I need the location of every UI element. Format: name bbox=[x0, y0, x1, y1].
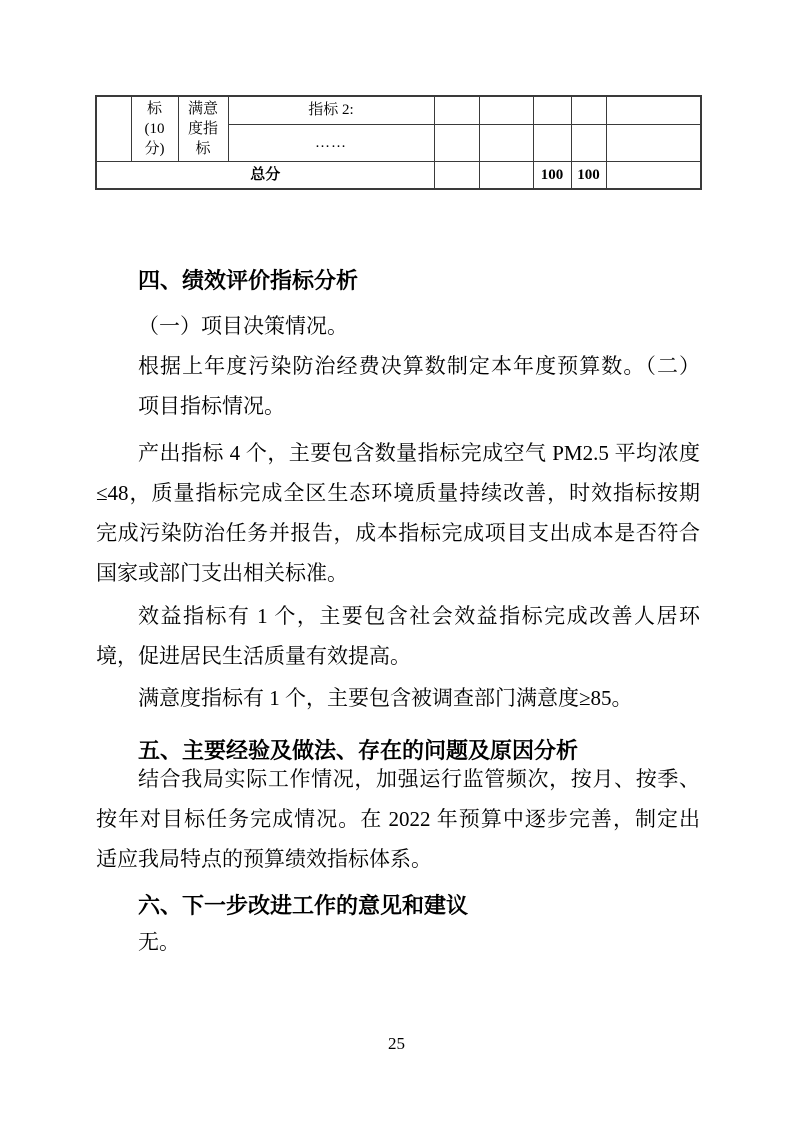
indicator2-cell: 指标 2: bbox=[228, 96, 434, 124]
text-line: 按年对目标任务完成情况。在 2022 年预算中逐步完善，制定出 bbox=[96, 807, 700, 831]
score-col-label: 标 bbox=[146, 100, 162, 117]
heading-section-4: 四、绩效评价指标分析 bbox=[138, 268, 359, 293]
document-body bbox=[96, 261, 700, 962]
empty-cell bbox=[606, 161, 701, 189]
empty-cell bbox=[479, 124, 533, 161]
text-line: 无。 bbox=[138, 930, 180, 954]
score-col-label-cell: 标 (10 分) bbox=[131, 96, 178, 161]
total-actual-score-cell: 100 bbox=[571, 161, 606, 189]
empty-cell bbox=[533, 96, 571, 124]
empty-cell bbox=[606, 124, 701, 161]
empty-cell bbox=[571, 96, 606, 124]
score-summary-table bbox=[95, 95, 702, 190]
empty-cell bbox=[479, 96, 533, 124]
text-line: ≤48，质量指标完成全区生态环境质量持续改善，时效指标按期 bbox=[96, 481, 700, 505]
text-line: 项目指标情况。 bbox=[138, 394, 285, 418]
empty-cell bbox=[96, 96, 131, 161]
satisfaction-col-label-cell: 满意 度指 标 bbox=[178, 96, 228, 161]
total-full-score-cell: 100 bbox=[533, 161, 571, 189]
heading-section-5: 五、主要经验及做法、存在的问题及原因分析 bbox=[138, 738, 579, 763]
page-number: 25 bbox=[388, 1034, 405, 1053]
text-line: 完成污染防治任务并报告，成本指标完成项目支出成本是否符合 bbox=[96, 521, 700, 545]
empty-cell bbox=[533, 124, 571, 161]
total-label-cell: 总分 bbox=[96, 161, 434, 189]
empty-cell bbox=[571, 124, 606, 161]
text-line: 效益指标有 1 个，主要包含社会效益指标完成改善人居环 bbox=[138, 604, 700, 628]
empty-cell bbox=[479, 161, 533, 189]
empty-cell bbox=[606, 96, 701, 124]
text-line: 产出指标 4 个，主要包含数量指标完成空气 PM2.5 平均浓度 bbox=[138, 441, 700, 465]
empty-cell bbox=[434, 161, 479, 189]
text-line: 根据上年度污染防治经费决算数制定本年度预算数。（二） bbox=[138, 354, 700, 378]
heading-section-6: 六、下一步改进工作的意见和建议 bbox=[138, 893, 469, 918]
satisfaction-col-label: 满意 bbox=[187, 100, 218, 117]
text-line: 结合我局实际工作情况，加强运行监管频次，按月、按季、 bbox=[138, 767, 700, 791]
empty-cell bbox=[434, 96, 479, 124]
ellipsis-cell: …… bbox=[228, 124, 434, 161]
text-line: （一）项目决策情况。 bbox=[138, 314, 348, 338]
text-line: 适应我局特点的预算绩效指标体系。 bbox=[96, 847, 432, 871]
empty-cell bbox=[434, 124, 479, 161]
text-line: 满意度指标有 1 个，主要包含被调查部门满意度≥85。 bbox=[138, 686, 633, 710]
text-line: 境，促进居民生活质量有效提高。 bbox=[96, 644, 411, 668]
text-line: 国家或部门支出相关标准。 bbox=[96, 561, 348, 585]
